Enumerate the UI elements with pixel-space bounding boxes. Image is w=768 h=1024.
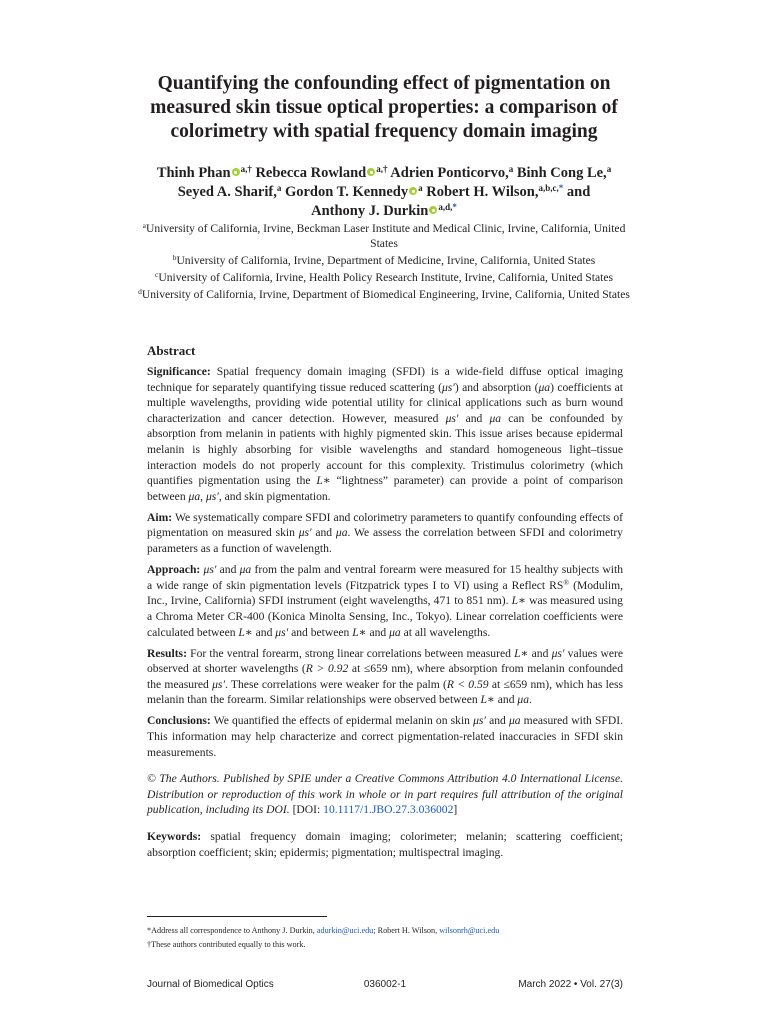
paper-title — [120, 72, 648, 144]
author-name: Seyed A. Sharif, — [177, 184, 277, 200]
author-name: Gordon T. Kennedy — [284, 184, 409, 200]
orcid-icon[interactable] — [367, 168, 375, 176]
journal-name: Journal of Biomedical Optics — [147, 979, 274, 990]
abstract-heading: Abstract — [147, 343, 196, 358]
keywords: Keywords: spatial frequency domain imaging; colorimeter; melanin; scattering coefficient; absorption coefficient; skin; epidermis; pigmentation; multispectral imaging. — [147, 830, 623, 859]
author-affiliation-mark: a,† — [376, 164, 388, 174]
author-name: Binh Cong Le, — [516, 165, 607, 181]
title-line: colorimetry with spatial frequency domain imaging — [170, 121, 598, 142]
abstract-results: Results: For the ventral forearm, strong linear correlations between measured L∗ and μs′ values were observed at shorter wavelengths (R > 0.92 at ≤659 nm), where absorption from melanin confounded the measured μs′. These correlations were weaker for the palm (R < 0.59 at ≤659 nm), which has less melanin than the forearm. Similar relationships were observed between L∗ and μa. — [147, 646, 623, 707]
author-name: Adrien Ponticorvo, — [390, 165, 509, 181]
footnotes — [147, 924, 623, 952]
doi-link[interactable]: 10.1117/1.JBO.27.3.036002 — [323, 803, 454, 817]
abstract-conclusions: Conclusions: We quantified the effects of epidermal melanin on skin μs′ and μa measured with SFDI. This information may help characterize and correct pigmentation-related inaccuracies in SFDI skin measurements. — [147, 714, 623, 759]
issue-info: March 2022 • Vol. 27(3) — [518, 979, 623, 990]
author-affiliation-mark: a — [606, 164, 612, 174]
equal-contribution-footnote: †These authors contributed equally to this work. — [147, 940, 306, 949]
author-affiliation-mark: a,d,* — [438, 202, 457, 212]
title-line: Quantifying the confounding effect of pigmentation on — [157, 73, 611, 94]
orcid-icon[interactable] — [429, 206, 437, 214]
abstract-aim: Aim: We systematically compare SFDI and colorimetry parameters to quantify confounding effects of pigmentation on measured skin μs′ and μa. We assess the correlation between SFDI and colorimetry parameters as a function of wavelength. — [147, 510, 623, 556]
author-affiliation-mark: a — [418, 183, 423, 193]
author-affiliation-mark: a — [508, 164, 514, 174]
title-line: measured skin tissue optical properties: a comparison of — [150, 97, 618, 118]
author-line — [110, 164, 658, 183]
author-name: Anthony J. Durkin — [311, 203, 429, 219]
page-footer — [147, 979, 623, 993]
affiliation: $^b$University of California, Irvine, Department of Medicine, Irvine, California, United States — [172, 253, 596, 268]
footnote-divider — [147, 916, 327, 917]
license-statement: © The Authors. Published by SPIE under a Creative Commons Attribution 4.0 International License. Distribution or reproduction of this work in whole or in part requires full attribution of the original publication, including its DOI. [DOI: 10.1117/1.JBO.27.3.036002] — [147, 772, 623, 817]
author-conjunction: and — [566, 184, 591, 200]
correspondence-footnote: *Address all correspondence to Anthony J. Durkin, adurkin@uci.edu; Robert H. Wilson, wilsonrh@uci.edu — [147, 926, 500, 935]
author-name: Robert H. Wilson, — [426, 184, 539, 200]
article-id: 036002-1 — [363, 979, 407, 990]
abstract-body — [147, 364, 623, 866]
author-line — [110, 183, 658, 202]
email-link[interactable]: wilsonrh@uci.edu — [439, 926, 500, 935]
corresponding-author-mark[interactable]: * — [452, 202, 457, 212]
author-affiliation-mark: a,b,c,* — [538, 183, 564, 193]
author-line — [110, 202, 658, 221]
author-name: Rebecca Rowland — [255, 165, 367, 181]
affiliation: $^d$University of California, Irvine, Department of Biomedical Engineering, Irvine, California, United States — [138, 287, 630, 302]
affiliation-list — [130, 221, 638, 304]
affiliation: $^a$University of California, Irvine, Beckman Laser Institute and Medical Clinic, Irvine, California, United States — [142, 221, 626, 251]
abstract-approach: Approach: μs′ and μa from the palm and ventral forearm were measured for 15 healthy subjects with a wide range of skin pigmentation levels (Fitzpatrick types I to VI) using a Reflect RS® (Modulim, Inc., Irvine, California) SFDI instrument (eight wavelengths, 471 to 851 nm). L∗ was measured using a Chroma Meter CR-400 (Konica Minolta Sensing, Inc., Tokyo). Linear correlation coefficients were calculated between L∗ and μs′ and between L∗ and μa at all wavelengths. — [147, 563, 623, 639]
author-list — [110, 164, 658, 221]
abstract-significance: Significance: Spatial frequency domain imaging (SFDI) is a wide-field diffuse optical imaging technique for separately quantifying tissue reduced scattering (μs′) and absorption (μa) coefficients at multiple wavelengths, providing wide potential utility for clinical applications such as burn wound characterization and cancer detection. However, measured μs′ and μa can be confounded by absorption from melanin in patients with highly pigmented skin. This issue arises because epidermal melanin is highly absorbing for visible wavelengths and standard homogeneous light–tissue interaction models do not properly account for this complexity. Tristimulus colorimetry (which quantifies pigmentation using the L∗ “lightness” parameter) can provide a point of comparison between μa, μs′, and skin pigmentation. — [147, 365, 624, 503]
email-link[interactable]: adurkin@uci.edu — [316, 926, 374, 935]
orcid-icon[interactable] — [409, 187, 417, 195]
corresponding-author-mark[interactable]: * — [558, 183, 564, 193]
orcid-icon[interactable] — [232, 168, 240, 176]
author-affiliation-mark: a — [276, 183, 282, 193]
author-affiliation-mark: a,† — [240, 164, 252, 174]
affiliation: $^c$University of California, Irvine, Health Policy Research Institute, Irvine, California, United States — [155, 270, 613, 285]
author-name: Thinh Phan — [156, 165, 231, 181]
